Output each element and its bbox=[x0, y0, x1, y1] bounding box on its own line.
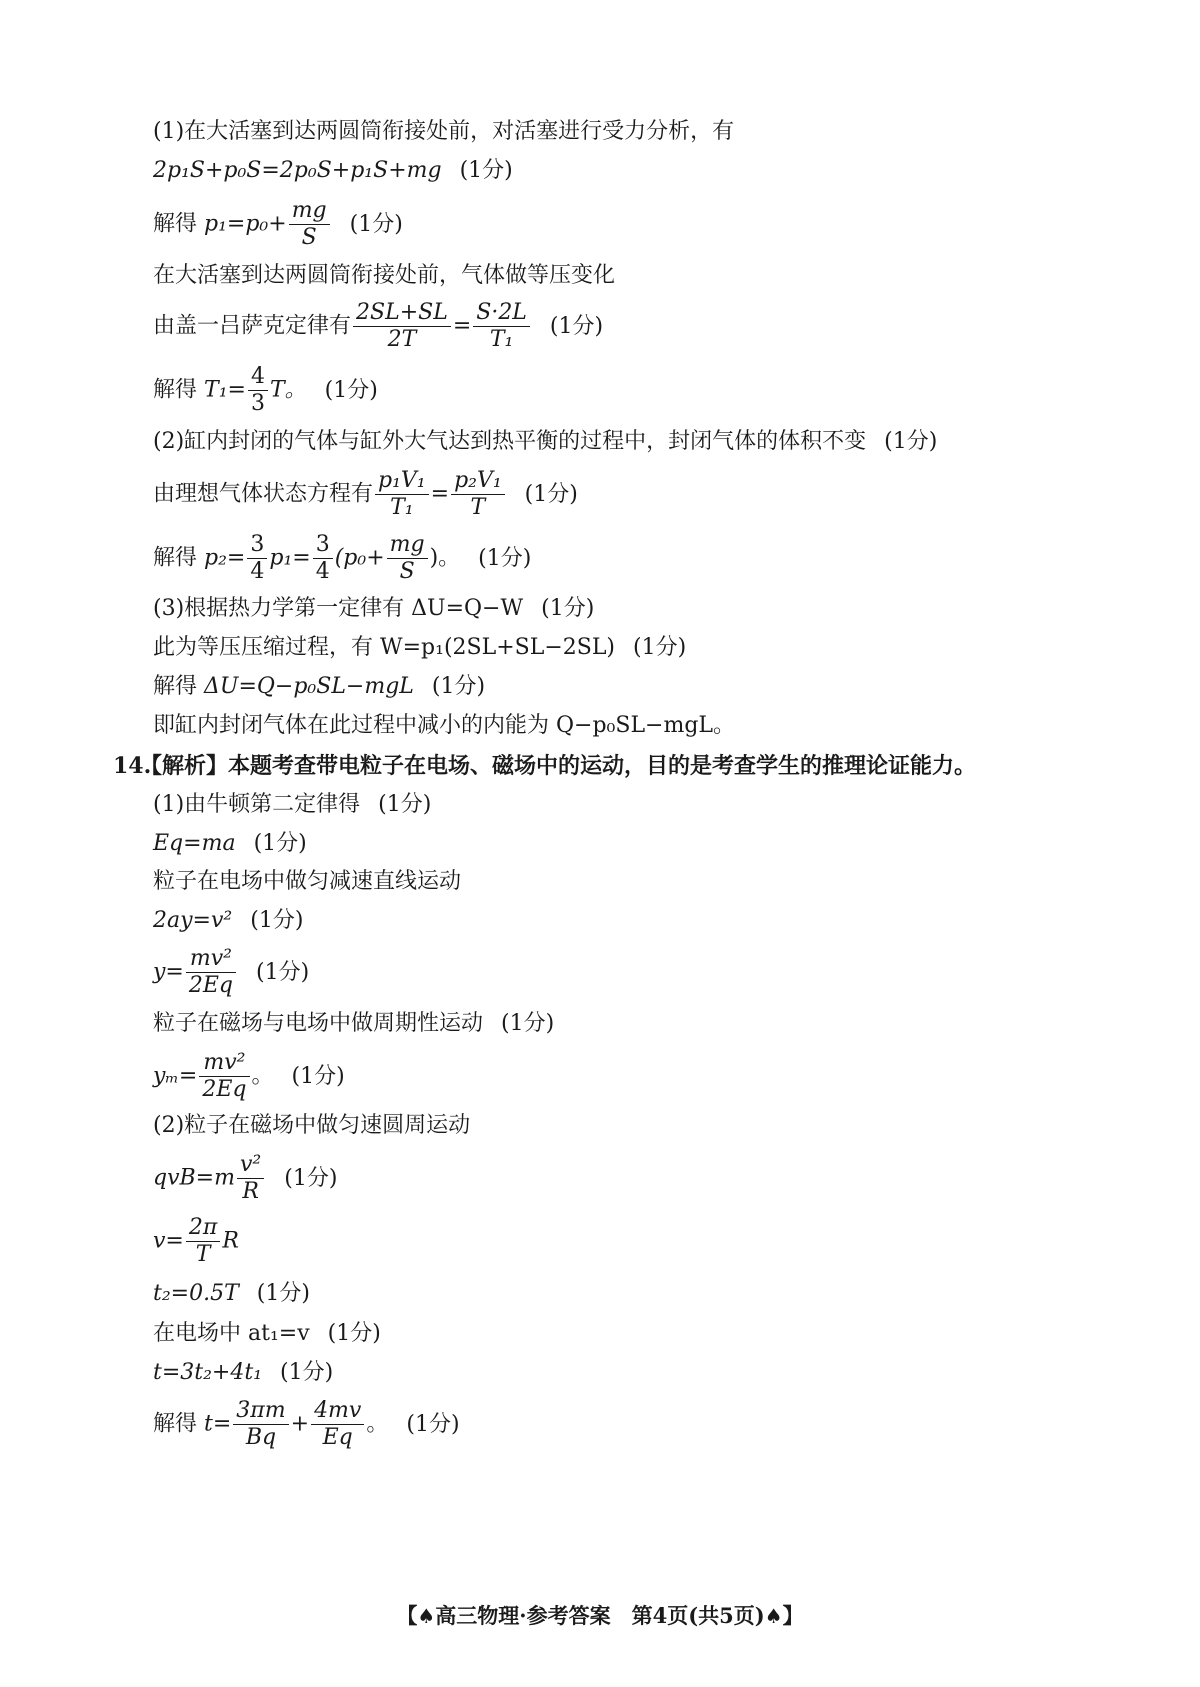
q14-y-formula: y= $\frac{\text{mv²}}{2Eq}$ (1分) bbox=[153, 946, 310, 998]
q13-p1-solution: 解得 p₁=p₀+ $\frac{mg}{S}$ (1分) bbox=[153, 198, 403, 250]
spade-icon: ♠ bbox=[764, 1604, 783, 1628]
q13-du-line: 解得 ΔU=Q−p₀SL−mgL (1分) bbox=[153, 674, 486, 699]
q13-ideal-gas-equation: 由理想气体状态方程有 $\frac{\text{p₁V₁}}{\text{T₁}}$ = $\frac{\text{p₂V₁}}{T}$ (1分) bbox=[153, 468, 578, 520]
q13-part1-intro: (1)在大活塞到达两圆筒衔接处前，对活塞进行受力分析，有 bbox=[153, 119, 735, 144]
q14-step3: 粒子在电场中做匀减速直线运动 bbox=[153, 869, 462, 894]
q14-step2: Eq=ma (1分) bbox=[153, 831, 307, 856]
q13-conclusion: 即缸内封闭气体在此过程中减小的内能为 Q−p₀SL−mgL。 bbox=[153, 713, 736, 738]
q13-p2-solution: 解得 p₂= $\frac{3}{4}$ p₁= $\frac{3}{4}$ (p₀+ $\frac{mg}{S}$ )。 (1分) bbox=[153, 532, 532, 584]
footer-text: 高三物理·参考答案 第4页(共5页) bbox=[435, 1603, 765, 1628]
q14-header: 【解析】本题考查带电粒子在电场、磁场中的运动，目的是考查学生的推理论证能力。 bbox=[140, 753, 977, 779]
q14-qvb-formula: qvB=m $\frac{\text{v²}}{R}$ (1分) bbox=[153, 1152, 338, 1204]
q14-v-formula: v= $\frac{2\pi}{T}$ R bbox=[153, 1215, 239, 1267]
q13-gay-lussac-equation: 由盖一吕萨克定律有 $\frac{2SL+SL}{2T}$ = $\frac{S\cdot 2L}{\text{T₁}}$ (1分) bbox=[153, 300, 604, 352]
spade-icon: ♠ bbox=[417, 1604, 436, 1628]
q14-electric-field-line: 在电场中 at₁=v (1分) bbox=[153, 1321, 381, 1346]
q13-isobaric-note: 在大活塞到达两圆筒衔接处前，气体做等压变化 bbox=[153, 263, 616, 288]
q13-t1-solution: 解得 T₁= $\frac{4}{3}$ T。 (1分) bbox=[153, 364, 378, 416]
q14-step6: 粒子在磁场与电场中做周期性运动 (1分) bbox=[153, 1011, 555, 1036]
q14-t-solution: 解得 t= $\frac{3\pi m}{Bq}$ + $\frac{4mv}{Eq}$ 。 (1分) bbox=[153, 1398, 460, 1450]
q14-t-sum-line: t=3t₂+4t₁ (1分) bbox=[153, 1360, 334, 1385]
q13-work-line: 此为等压压缩过程，有 W=p₁(2SL+SL−2SL) (1分) bbox=[153, 635, 687, 660]
q14-step4: 2ay=v² (1分) bbox=[153, 908, 304, 933]
q13-force-equation: 2p₁S+p₀S=2p₀S+p₁S+mg (1分) bbox=[153, 158, 513, 183]
q14-ym-formula: yₘ= $\frac{\text{mv²}}{2Eq}$ 。 (1分) bbox=[153, 1050, 345, 1102]
q14-number: 14. bbox=[113, 753, 152, 779]
q14-step8: (2)粒子在磁场中做匀速圆周运动 bbox=[153, 1113, 471, 1138]
q14-t2-line: t₂=0.5T (1分) bbox=[153, 1281, 310, 1306]
q13-part2-intro: (2)缸内封闭的气体与缸外大气达到热平衡的过程中，封闭气体的体积不变 (1分) bbox=[153, 429, 938, 454]
q13-part3-intro: (3)根据热力学第一定律有 ΔU=Q−W (1分) bbox=[153, 596, 595, 621]
page-footer: 【♠高三物理·参考答案 第4页(共5页)♠】 bbox=[396, 1603, 804, 1628]
q14-step1: (1)由牛顿第二定律得 (1分) bbox=[153, 792, 432, 817]
